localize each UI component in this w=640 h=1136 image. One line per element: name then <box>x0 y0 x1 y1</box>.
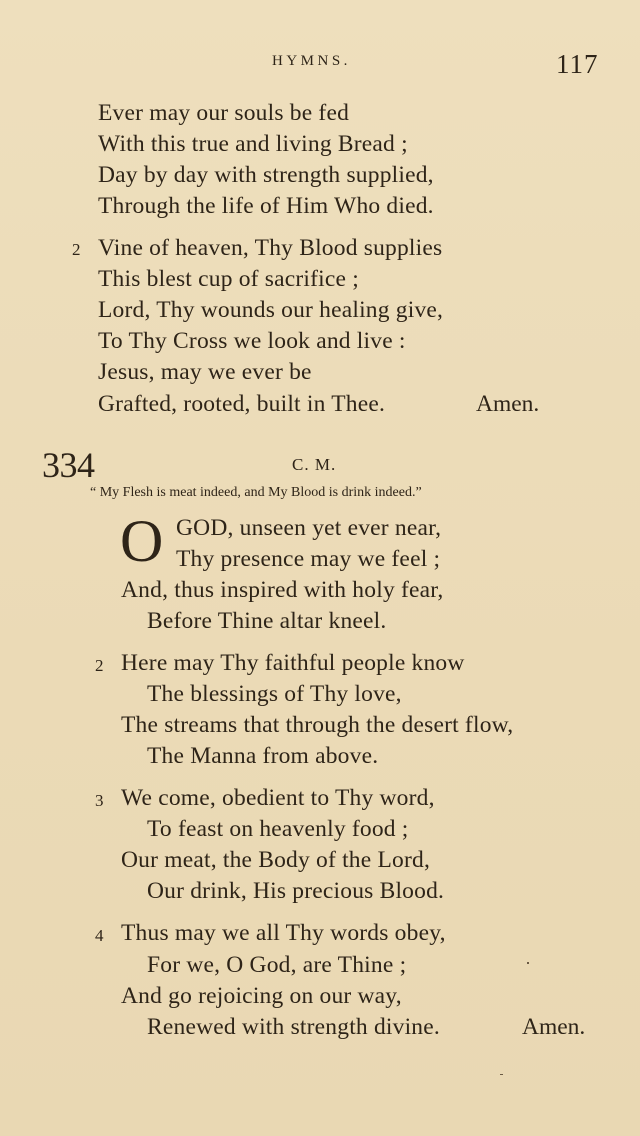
verse-line: GOD, unseen yet ever near, <box>176 515 442 541</box>
amen-text: Amen. <box>476 391 540 417</box>
verse-line: The streams that through the desert flow, <box>121 712 514 738</box>
verse-line: Thy presence may we feel ; <box>176 546 441 572</box>
stanza-number: 2 <box>95 656 104 675</box>
amen-text: Amen. <box>522 1014 586 1040</box>
stanza-number: 3 <box>95 791 104 810</box>
hymn-meter: C. M. <box>292 455 337 474</box>
verse-line: We come, obedient to Thy word, <box>121 785 435 811</box>
verse-line: And, thus inspired with holy fear, <box>121 577 444 603</box>
drop-cap: O <box>120 508 164 574</box>
verse-line: Ever may our souls be fed <box>98 100 350 126</box>
verse-line: Here may Thy faithful people know <box>121 650 465 676</box>
verse-line: Jesus, may we ever be <box>98 359 312 385</box>
running-header-title: HYMNS. <box>272 53 351 69</box>
verse-line: For we, O God, are Thine ; <box>147 952 407 978</box>
verse-line: Renewed with strength divine. <box>147 1014 440 1040</box>
verse-line: Lord, Thy wounds our healing give, <box>98 297 444 323</box>
verse-line: The blessings of Thy love, <box>147 681 402 707</box>
verse-line: Before Thine altar kneel. <box>147 608 387 634</box>
hymn-number: 334 <box>42 445 95 485</box>
verse-line: Our meat, the Body of the Lord, <box>121 847 431 873</box>
verse-line: Day by day with strength supplied, <box>98 162 434 188</box>
verse-line: Grafted, rooted, built in Thee. <box>98 391 386 417</box>
ink-speck <box>527 962 529 964</box>
stanza-number: 4 <box>95 926 104 945</box>
verse-line: And go rejoicing on our way, <box>121 983 402 1009</box>
hymn-epigraph: “ My Flesh is meat indeed, and My Blood is drink indeed.” <box>90 485 422 500</box>
verse-line: Our drink, His precious Blood. <box>147 878 445 904</box>
verse-line: To Thy Cross we look and live : <box>98 328 406 354</box>
verse-line: The Manna from above. <box>147 743 379 769</box>
verse-line: Through the life of Him Who died. <box>98 193 434 219</box>
page-number: 117 <box>556 49 599 79</box>
verse-line: This blest cup of sacrifice ; <box>98 266 359 292</box>
ink-speck <box>500 1074 503 1075</box>
verse-line: Thus may we all Thy words obey, <box>121 920 446 946</box>
verse-line: To feast on heavenly food ; <box>147 816 409 842</box>
verse-line: Vine of heaven, Thy Blood supplies <box>98 235 443 261</box>
stanza-number: 2 <box>72 240 81 259</box>
verse-line: With this true and living Bread ; <box>98 131 408 157</box>
